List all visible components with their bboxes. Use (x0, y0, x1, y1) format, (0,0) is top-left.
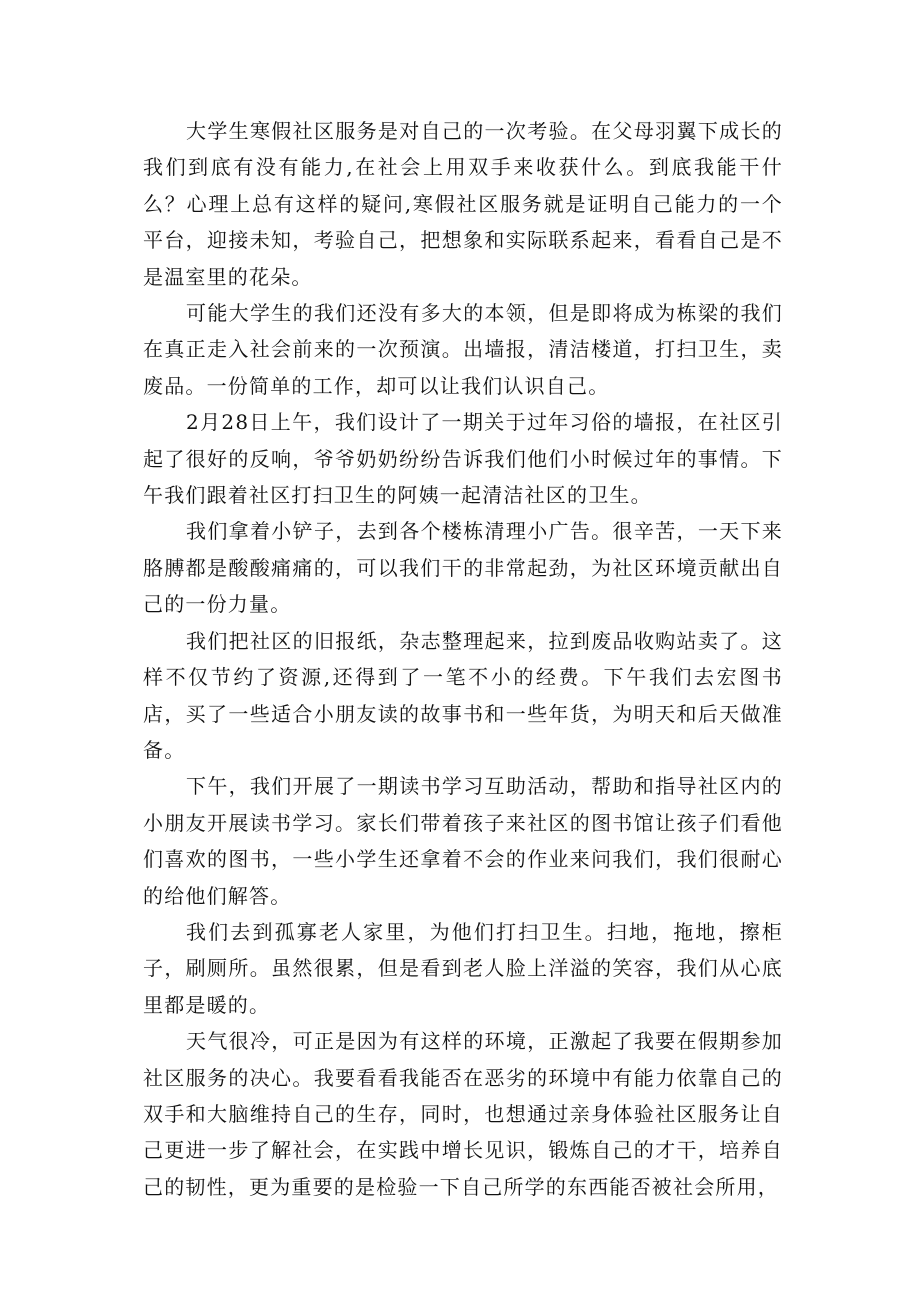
paragraph-1: 大学生寒假社区服务是对自己的一次考验。在父母羽翼下成长的我们到底有没有能力,在社会上用双手来收获什么。到底我能干什么？心理上总有这样的疑问,寒假社区服务就是证明自己能力的一个平台，迎接未知，考验自己，把想象和实际联系起来，看看自己是不是温室里的花朵。 (143, 119, 783, 289)
paragraph-2: 可能大学生的我们还没有多大的本领，但是即将成为栋梁的我们在真正走入社会前来的一次预演。出墙报，清洁楼道，打扫卫生，卖废品。一份简单的工作，却可以让我们认识自己。 (143, 301, 783, 398)
paragraph-8: 天气很冷，可正是因为有这样的环境，正激起了我要在假期参加社区服务的决心。我要看看我能否在恶劣的环境中有能力依靠自己的双手和大脑维持自己的生存，同时，也想通过亲身体验社区服务让自己更进一步了解社会，在实践中增长见识，锻炼自己的才干，培养自己的韧性，更为重要的是检验一下自己所学的东西能否被社会所用， (143, 1029, 783, 1199)
paragraph-5: 我们把社区的旧报纸，杂志整理起来，拉到废品收购站卖了。这样不仅节约了资源,还得到了一笔不小的经费。下午我们去宏图书店，买了一些适合小朋友读的故事书和一些年货，为明天和后天做准备。 (143, 628, 783, 762)
paragraph-3: 2月28日上午，我们设计了一期关于过年习俗的墙报，在社区引起了很好的反响，爷爷奶奶纷纷告诉我们他们小时候过年的事情。下午我们跟着社区打扫卫生的阿姨一起清洁社区的卫生。 (143, 410, 783, 508)
paragraph-6: 下午，我们开展了一期读书学习互助活动，帮助和指导社区内的小朋友开展读书学习。家长们带着孩子来社区的图书馆让孩子们看他们喜欢的图书，一些小学生还拿着不会的作业来问我们，我们很耐心的给他们解答。 (143, 774, 783, 908)
document-body (143, 113, 783, 1205)
paragraph-4: 我们拿着小铲子，去到各个楼栋清理小广告。很辛苦，一天下来胳膊都是酸酸痛痛的，可以我们干的非常起劲，为社区环境贡献出自己的一份力量。 (143, 519, 783, 617)
paragraph-7: 我们去到孤寡老人家里，为他们打扫卫生。扫地，拖地，擦柜子，刷厕所。虽然很累，但是看到老人脸上洋溢的笑容，我们从心底里都是暖的。 (143, 919, 783, 1017)
